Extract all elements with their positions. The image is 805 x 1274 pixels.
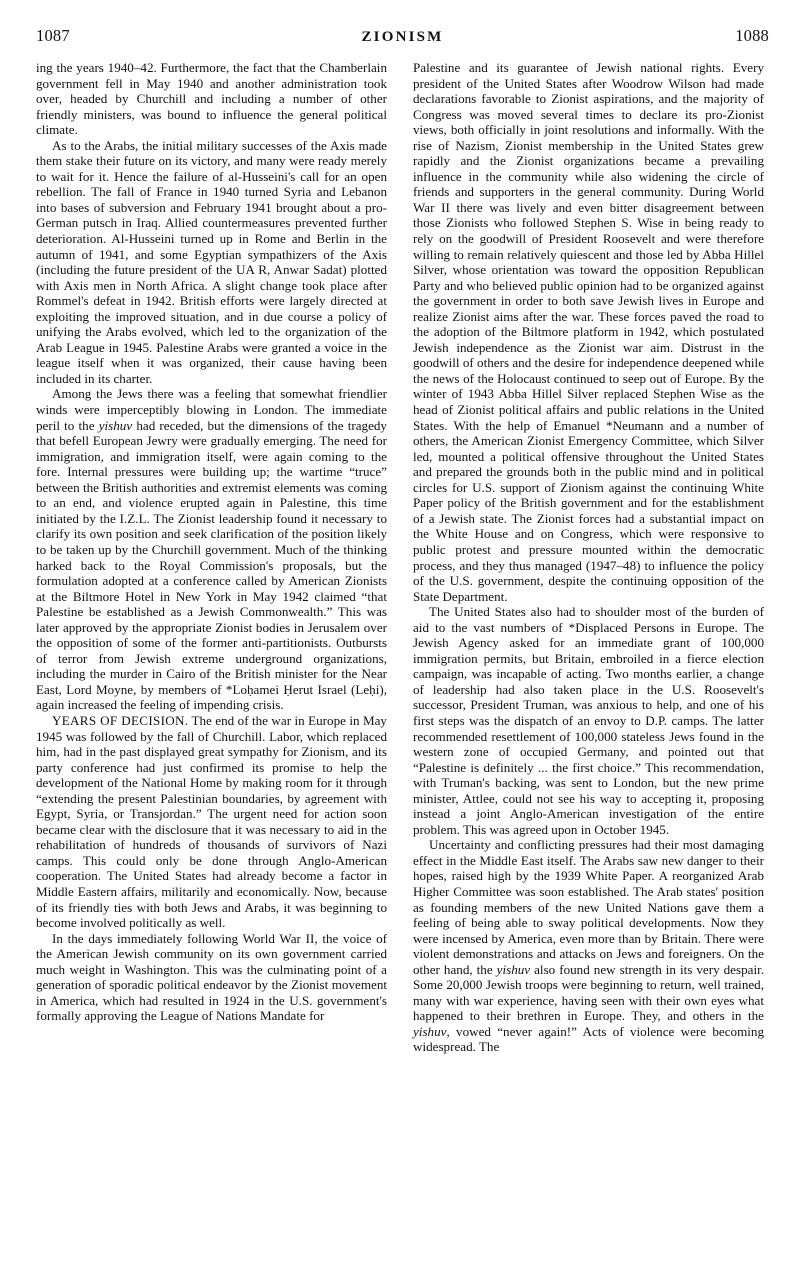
- page-header: [36, 26, 769, 46]
- paragraph: Among the Jews there was a feeling that somewhat friendlier winds were imperceptibly blowing in London. The immediate peril to the yishuv had receded, but the dimensions of the tragedy that befell European Jewry were gradually emerging. The need for immigration, and immigration itself, were again coming to the fore. Internal pressures were building up; the wartime “truce” between the British authorities and extremist elements was coming to an end, and violence erupted again in Palestine, this time initiated by the I.Z.L. The Zionist leadership found it necessary to clarify its own position and seek clarification of the position likely to be taken up by the Churchill government. Much of the thinking harked back to the Royal Commission's proposals, but the formulation adopted at a conference called by American Zionists at the Biltmore Hotel in New York in May 1942 claimed “that Palestine be established as a Jewish Commonwealth.” This was later approved by the appropriate Zionist bodies in Jerusalem over the opposition of some of the former anti-partitionists. Outbursts of terror from Jewish extreme underground organizations, including the murder in Cairo of the British minister for the Near East, Lord Moyne, by members of *Loḥamei Ḥerut Israel (Leḥi), again increased the feeling of impending crisis.: [36, 386, 387, 713]
- paragraph: Uncertainty and conflicting pressures had their most damaging effect in the Middle East itself. The Arabs saw new danger to their hopes, raised high by the 1939 White Paper. A reorganized Arab Higher Committee was soon established. The Arab states' position as founding members of the new United Nations gave them a feeling of being able to sway political developments. Now they were incensed by America, even more than by Britain. There were violent demonstrations and attacks on Jews and foreigners. On the other hand, the yishuv also found new strength in its very despair. Some 20,000 Jewish troops were beginning to return, well trained, many with war experience, having seen with their own eyes what happened to their brethren in Europe. They, and others in the yishuv, vowed “never again!” Acts of violence were becoming widespread. The: [413, 837, 764, 1055]
- right-column: [413, 60, 764, 1055]
- paragraph: ing the years 1940–42. Furthermore, the fact that the Chamberlain government fell in May 1940 and another administration took over, headed by Churchill and including a number of other friendly ministers, was bound to influence the general political climate.: [36, 60, 387, 138]
- folio-left: 1087: [36, 26, 70, 45]
- paragraph: Palestine and its guarantee of Jewish national rights. Every president of the United States after Woodrow Wilson had made declarations favorable to Zionist aspirations, and the majority of Congress was moved several times to declare its pro-Zionist views, both officially in joint resolutions and informally. With the rise of Nazism, Zionist membership in the United States grew rapidly and the Zionist organizations became a prevailing influence in the community while also widening the circle of friends and supporters in the general community. During World War II there was lively and even bitter disagreement between those Zionists who followed Stephen S. Wise in being ready to rely on the goodwill of President Roosevelt and were therefore willing to remain relatively quiescent and those led by Abba Hillel Silver, whose orientation was toward the opposition Republican Party and who believed public opinion had to be organized against the government in order to both save Jewish lives in Europe and realize Zionist aims after the war. These forces paved the road to the adoption of the Biltmore platform in 1942, which postulated Jewish independence as the Zionist war aim. Distrust in the goodwill of others and the desire for independence deepened while the news of the Holocaust continued to seep out of Europe. By the winter of 1943 Abba Hillel Silver replaced Stephen Wise as the head of Zionist political affairs and public relations in the United States. With the help of Emanuel *Neumann and a number of others, the American Zionist Emergency Committee, which Silver led, mounted a political offensive throughout the United States and prepared the grounds both in the public mind and in political circles for U.S. support of Zionism against the continuing White Paper policy of the British government and for the establishment of a Jewish state. The Zionist forces had a substantial impact on the White House and on Congress, which were responsive to public protest and pressure mounted within the democratic process, and they thus managed (1947–48) to influence the policy of the U.S. government, despite the continuing opposition of the State Department.: [413, 60, 764, 604]
- paragraph: The United States also had to shoulder most of the burden of aid to the vast numbers of *Displaced Persons in Europe. The Jewish Agency asked for an immediate grant of 100,000 immigration permits, but Britain, embroiled in a fierce election campaign, was incapable of acting. Two months earlier, a change of leadership had also taken place in the U.S. Roosevelt's successor, President Truman, was anxious to help, and one of his first steps was the dispatch of an envoy to D.P. camps. The latter recommended resettlement of 100,000 stateless Jews found in the western zone of occupied Germany, and pointed out that “Palestine is definitely ... the first choice.” This recommendation, with Truman's backing, was sent to London, but the new prime minister, Attlee, could not see his way to accepting it, proposing instead a joint Anglo-American investigation of the entire problem. This was agreed upon in October 1945.: [413, 604, 764, 837]
- paragraph: YEARS OF DECISION. The end of the war in Europe in May 1945 was followed by the fall of Churchill. Labor, which replaced him, had in the past displayed great sympathy for Zionism, and its party conference had just confirmed its promise to help the development of the National Home by making room for it through “extending the present Palestinian boundaries, by agreement with Egypt, Syria, or Transjordan.” The urgent need for action soon became clear with the disclosure that it was necessary to aid in the rehabilitation of hundreds of thousands of survivors of Nazi camps. This could only be done through Anglo-American cooperation. The United States had already become a factor in Middle Eastern affairs, militarily and economically. Now, because of its friendly ties with both Jews and Arabs, it was beginning to become involved politically as well.: [36, 712, 387, 931]
- left-column: [36, 60, 387, 1024]
- paragraph: In the days immediately following World War II, the voice of the American Jewish community on its own government carried much weight in Washington. This was the culminating point of a generation of sporadic political endeavor by the Zionist movement in America, which had resulted in 1924 in the U.S. government's formally approving the League of Nations Mandate for: [36, 930, 387, 1024]
- two-column-body: [36, 60, 769, 1055]
- running-title: ZIONISM: [361, 29, 444, 45]
- folio-right: 1088: [735, 26, 769, 45]
- paragraph: As to the Arabs, the initial military successes of the Axis made them stake their future on its victory, and many were ready merely to wait for it. Hence the failure of al-Husseini's call for an open rebellion. The fall of France in 1940 turned Syria and Lebanon into bases of subversion and February 1941 brought about a pro-German putsch in Iraq. Allied countermeasures prevented further deterioration. Al-Husseini turned up in Rome and Berlin in the autumn of 1941, and some Egyptian sympathizers of the Axis (including the future president of the UA R, Anwar Sadat) plotted with Axis men in North Africa. A slight change took place after Rommel's defeat in 1942. British efforts were largely directed at exploiting the improved situation, and in due course a policy of unifying the Arabs evolved, which led to the organization of the Arab League in 1945. Palestine Arabs were granted a voice in the league itself when it was organized, their cause having been included in its charter.: [36, 137, 387, 386]
